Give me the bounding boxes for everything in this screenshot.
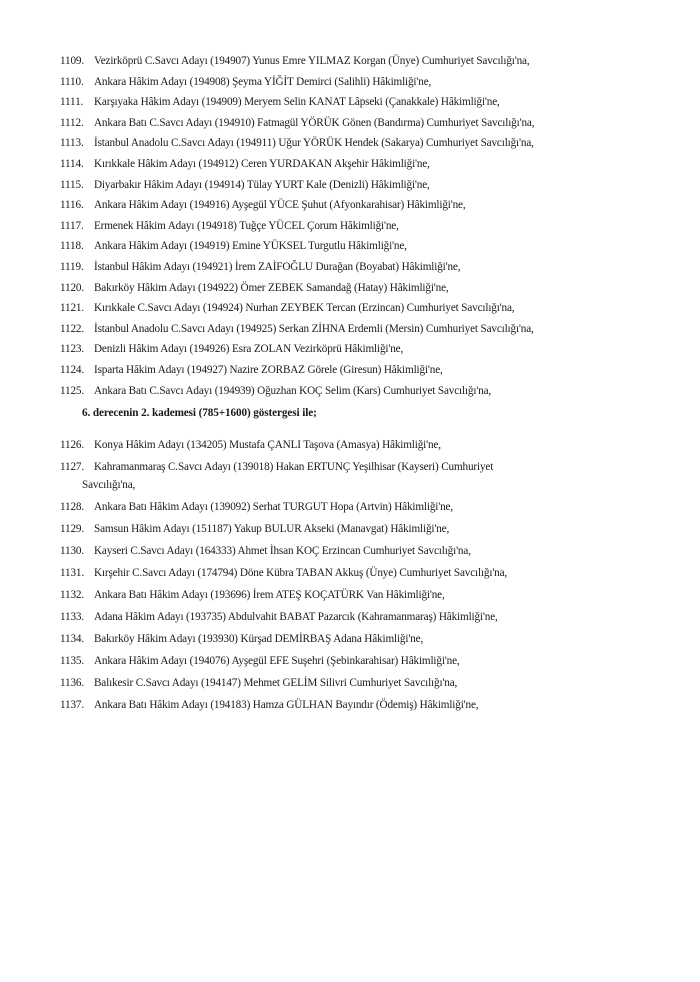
entry-text: Denizli Hâkim Adayı (194926) Esra ZOLAN Vezirköprü Hâkimliği'ne,	[94, 343, 404, 356]
list-item	[60, 382, 660, 400]
entry-text: Diyarbakır Hâkim Adayı (194914) Tülay YURT Kale (Denizli) Hâkimliği'ne,	[94, 178, 430, 191]
entry-text: Ankara Batı C.Savcı Adayı (194939) Oğuzhan KOÇ Selim (Kars) Cumhuriyet Savcılığı'na,	[94, 384, 492, 397]
entry-text: Kırşehir C.Savcı Adayı (174794) Döne Kübra TABAN Akkuş (Ünye) Cumhuriyet Savcılığı'na,	[94, 567, 508, 579]
entry-text: Isparta Hâkim Adayı (194927) Nazire ZORBAZ Görele (Giresun) Hâkimliği'ne,	[94, 364, 443, 376]
list-item	[60, 436, 660, 454]
entry-continuation: Savcılığı'na,	[82, 479, 136, 491]
entry-number: 1109.	[60, 55, 85, 67]
entry-text: Adana Hâkim Adayı (193735) Abdulvahit BABAT Pazarcık (Kahramanmaraş) Hâkimliği'ne,	[94, 611, 498, 623]
list-item	[60, 237, 660, 255]
entry-number: 1135.	[60, 655, 85, 667]
entry-number: 1111.	[60, 96, 84, 109]
list-item	[60, 155, 660, 173]
entry-text: Ankara Hâkim Adayı (194076) Ayşegül EFE Suşehri (Şebinkarahisar) Hâkimliği'ne,	[94, 655, 460, 667]
list-item	[60, 696, 660, 714]
list-item	[60, 176, 660, 194]
entry-number: 1121.	[60, 302, 85, 315]
entry-number: 1119.	[60, 261, 84, 273]
list-item	[60, 340, 660, 358]
entry-text: Balıkesir C.Savcı Adayı (194147) Mehmet GELİM Silivri Cumhuriyet Savcılığı'na,	[94, 677, 458, 689]
list-item	[60, 93, 660, 111]
entry-number: 1129.	[60, 523, 85, 535]
entry-number: 1126.	[60, 439, 85, 451]
entry-number: 1137.	[60, 699, 85, 711]
list-item	[60, 608, 660, 626]
entry-number: 1125.	[60, 384, 85, 397]
entry-text: Ankara Batı Hâkim Adayı (194183) Hamza GÜLHAN Bayındır (Ödemiş) Hâkimliği'ne,	[94, 699, 479, 711]
entry-number: 1122.	[60, 322, 85, 335]
list-item	[60, 542, 660, 560]
entry-text: Ermenek Hâkim Adayı (194918) Tuğçe YÜCEL Çorum Hâkimliği'ne,	[94, 219, 399, 232]
list-item	[60, 196, 660, 214]
entry-number: 1113.	[60, 137, 84, 150]
entry-text: Vezirköprü C.Savcı Adayı (194907) Yunus Emre YILMAZ Korgan (Ünye) Cumhuriyet Savcılığı'na,	[94, 55, 530, 67]
list-item	[60, 458, 660, 476]
entry-text: Karşıyaka Hâkim Adayı (194909) Meryem Selin KANAT Lâpseki (Çanakkale) Hâkimliği'ne,	[94, 96, 500, 109]
list-item	[60, 114, 660, 132]
list-item	[60, 564, 660, 582]
entry-text: Ankara Batı Hâkim Adayı (139092) Serhat TURGUT Hopa (Artvin) Hâkimliği'ne,	[94, 501, 453, 513]
entry-number: 1124.	[60, 364, 85, 376]
entry-number: 1130.	[60, 545, 85, 557]
entry-number: 1112.	[60, 116, 84, 129]
list-item	[60, 674, 660, 692]
entry-number: 1132.	[60, 589, 85, 601]
list-item	[60, 217, 660, 235]
list-item	[60, 498, 660, 516]
list-item	[60, 320, 660, 338]
entry-number: 1127.	[60, 461, 85, 473]
entry-text: Ankara Hâkim Adayı (194919) Emine YÜKSEL Turgutlu Hâkimliği'ne,	[94, 240, 407, 253]
entry-number: 1136.	[60, 677, 85, 689]
entry-number: 1118.	[60, 240, 84, 253]
list-item	[60, 520, 660, 538]
entry-number: 1131.	[60, 567, 85, 579]
entry-text: Ankara Hâkim Adayı (194908) Şeyma YİĞİT Demirci (Salihli) Hâkimliği'ne,	[94, 75, 432, 88]
entry-text: Kahramanmaraş C.Savcı Adayı (139018) Hakan ERTUNÇ Yeşilhisar (Kayseri) Cumhuriyet	[94, 461, 494, 473]
entry-text: İstanbul Anadolu C.Savcı Adayı (194925) Serkan ZİHNA Erdemli (Mersin) Cumhuriyet Savcılığı'na,	[94, 322, 534, 335]
entry-text: Kırıkkale Hâkim Adayı (194912) Ceren YURDAKAN Akşehir Hâkimliği'ne,	[94, 158, 430, 170]
entry-number: 1116.	[60, 199, 84, 212]
entry-number: 1133.	[60, 611, 85, 623]
list-item	[60, 652, 660, 670]
entry-text: Konya Hâkim Adayı (134205) Mustafa ÇANLI Taşova (Amasya) Hâkimliği'ne,	[94, 439, 441, 451]
list-item	[60, 279, 660, 297]
entry-number: 1117.	[60, 219, 84, 232]
entry-number: 1114.	[60, 158, 84, 170]
list-item	[60, 73, 660, 91]
entry-text: İstanbul Anadolu C.Savcı Adayı (194911) Uğur YÖRÜK Hendek (Sakarya) Cumhuriyet Savcılığı'na,	[94, 137, 534, 150]
section-heading: 6. derecenin 2. kademesi (785+1600) göstergesi ile;	[82, 407, 317, 419]
entry-number: 1120.	[60, 281, 85, 294]
list-item	[60, 361, 660, 379]
entry-text: Ankara Hâkim Adayı (194916) Ayşegül YÜCE Şuhut (Afyonkarahisar) Hâkimliği'ne,	[94, 199, 466, 212]
list-item	[60, 586, 660, 604]
entry-number: 1115.	[60, 178, 84, 191]
entry-text: Kayseri C.Savcı Adayı (164333) Ahmet İhsan KOÇ Erzincan Cumhuriyet Savcılığı'na,	[94, 545, 471, 557]
entry-number: 1123.	[60, 343, 85, 356]
entry-text: İstanbul Hâkim Adayı (194921) İrem ZAİFOĞLU Durağan (Boyabat) Hâkimliği'ne,	[94, 261, 461, 273]
entry-text: Samsun Hâkim Adayı (151187) Yakup BULUR Akseki (Manavgat) Hâkimliği'ne,	[94, 523, 450, 535]
list-item	[60, 630, 660, 648]
entry-text: Kırıkkale C.Savcı Adayı (194924) Nurhan ZEYBEK Tercan (Erzincan) Cumhuriyet Savcılığı'na,	[94, 302, 515, 315]
entry-number: 1134.	[60, 633, 85, 645]
entry-text: Ankara Batı Hâkim Adayı (193696) İrem ATEŞ KOÇATÜRK Van Hâkimliği'ne,	[94, 589, 445, 601]
entry-text: Bakırköy Hâkim Adayı (194922) Ömer ZEBEK Samandağ (Hatay) Hâkimliği'ne,	[94, 281, 449, 294]
list-item	[60, 134, 660, 152]
list-item	[60, 52, 660, 70]
list-item	[60, 299, 660, 317]
entry-text: Ankara Batı C.Savcı Adayı (194910) Fatmagül YÖRÜK Gönen (Bandırma) Cumhuriyet Savcılığı'na,	[94, 116, 535, 129]
entry-number: 1128.	[60, 501, 85, 513]
entry-text: Bakırköy Hâkim Adayı (193930) Kürşad DEMİRBAŞ Adana Hâkimliği'ne,	[94, 633, 424, 645]
entry-number: 1110.	[60, 75, 84, 88]
list-item	[60, 258, 660, 276]
